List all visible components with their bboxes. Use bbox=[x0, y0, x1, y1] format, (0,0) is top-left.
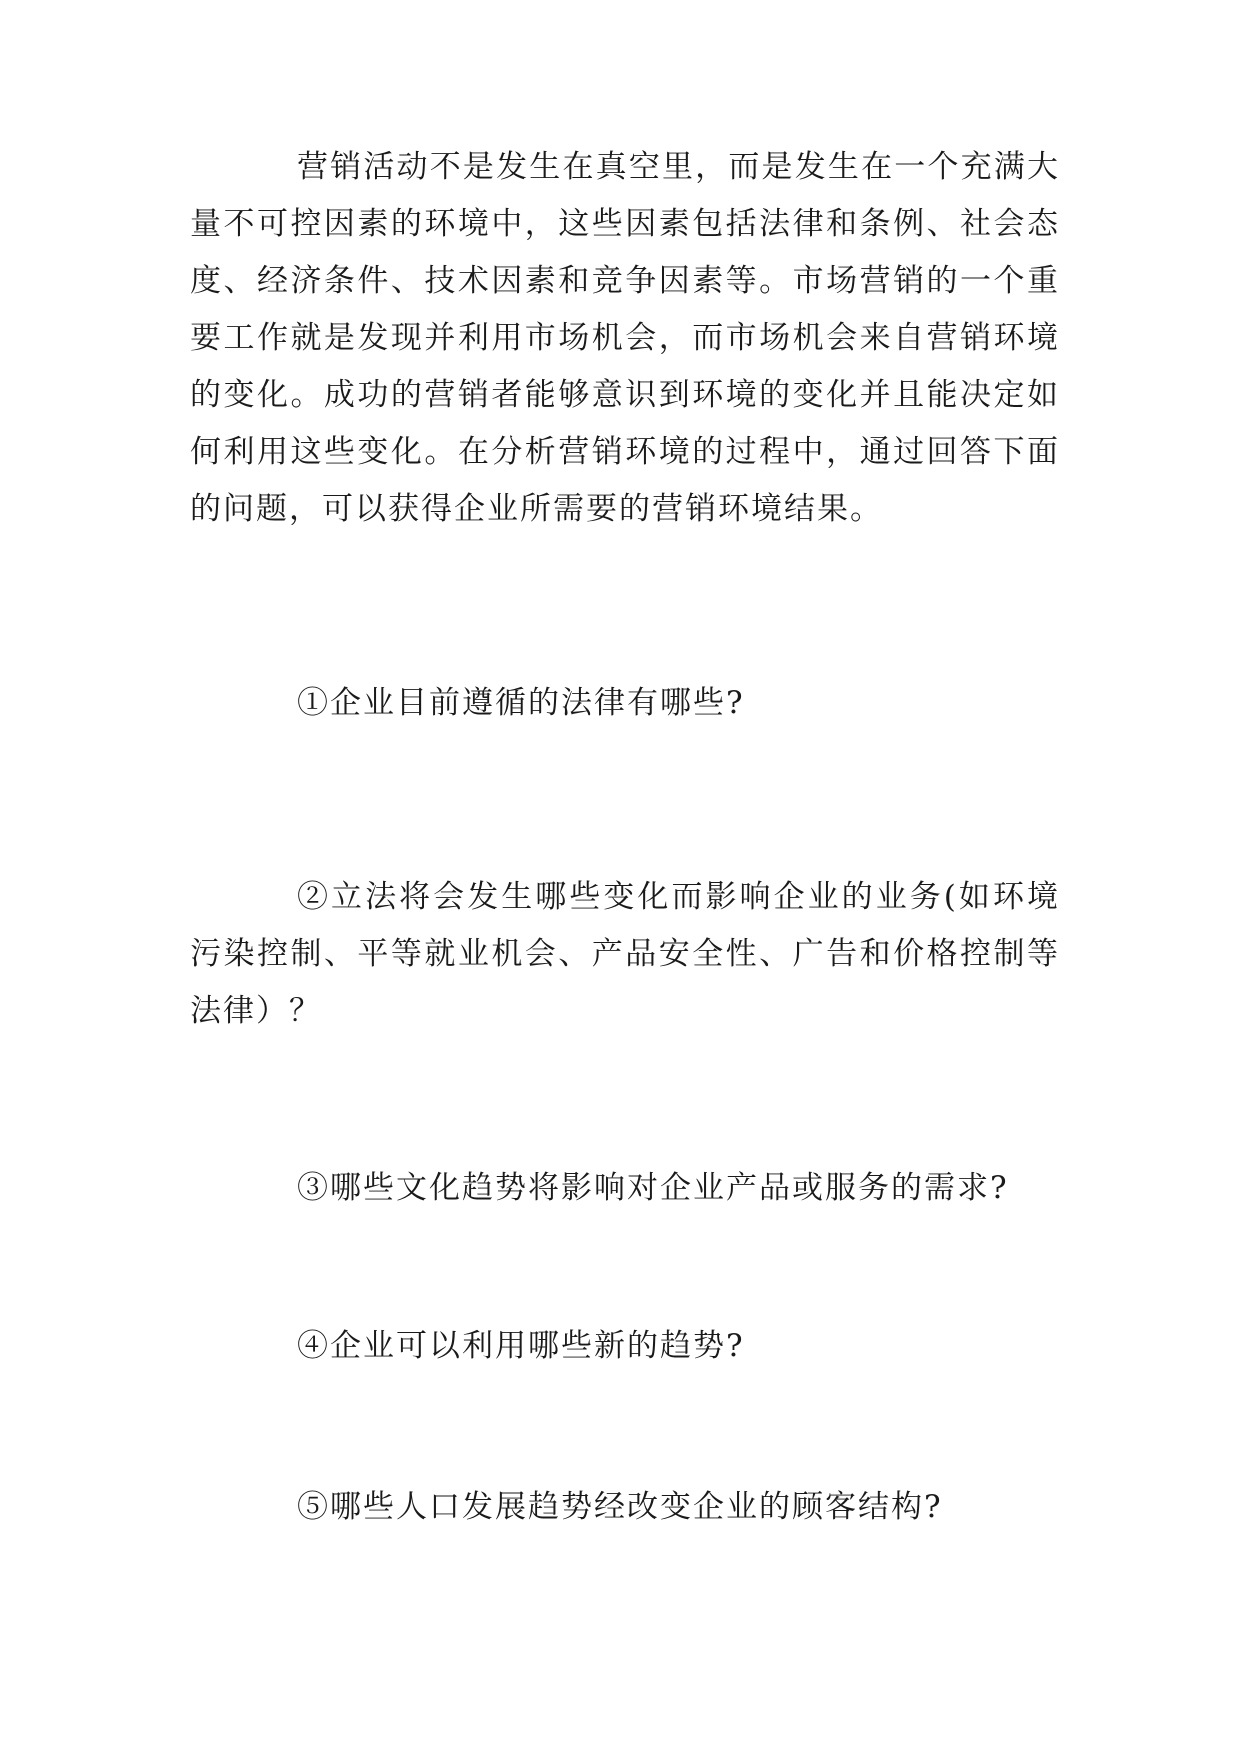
intro-line-4: 要工作就是发现并利用市场机会，而市场机会来自营销环境 bbox=[190, 320, 1060, 356]
intro-line-5: 的变化。成功的营销者能够意识到环境的变化并且能决定如 bbox=[190, 377, 1060, 413]
question-4: ④企业可以利用哪些新的趋势? bbox=[297, 1328, 745, 1364]
question-5: ⑤哪些人口发展趋势经改变企业的顾客结构? bbox=[297, 1489, 943, 1525]
question-3: ③哪些文化趋势将影响对企业产品或服务的需求? bbox=[297, 1170, 1009, 1206]
question-2-line-1: ②立法将会发生哪些变化而影响企业的业务(如环境 bbox=[297, 879, 1060, 915]
intro-line-6: 何利用这些变化。在分析营销环境的过程中，通过回答下面 bbox=[190, 434, 1060, 470]
intro-line-2: 量不可控因素的环境中，这些因素包括法律和条例、社会态 bbox=[190, 206, 1060, 242]
intro-line-3: 度、经济条件、技术因素和竞争因素等。市场营销的一个重 bbox=[190, 263, 1060, 299]
question-1: ①企业目前遵循的法律有哪些? bbox=[297, 685, 745, 721]
intro-line-7: 的问题，可以获得企业所需要的营销环境结果。 bbox=[190, 491, 883, 527]
question-2-line-2: 污染控制、平等就业机会、产品安全性、广告和价格控制等 bbox=[190, 936, 1060, 972]
intro-line-1: 营销活动不是发生在真空里，而是发生在一个充满大 bbox=[297, 149, 1060, 185]
question-2-line-3: 法律）？ bbox=[190, 993, 322, 1029]
